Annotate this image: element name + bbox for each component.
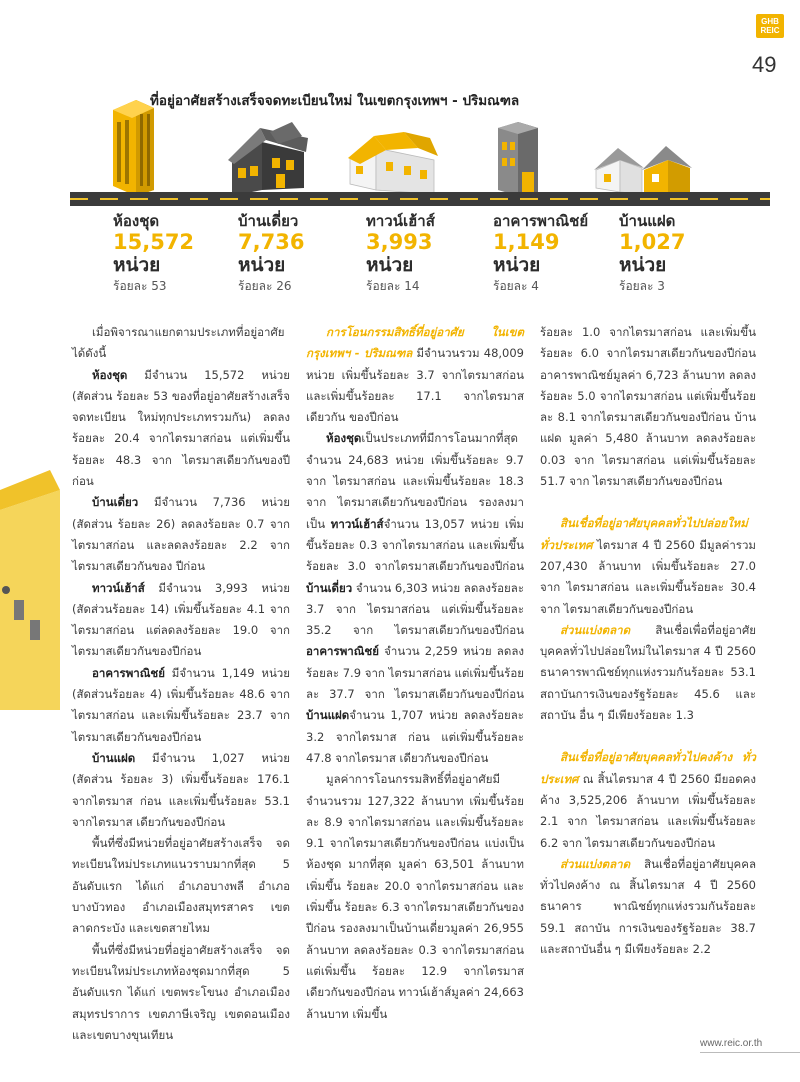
- stat-unit: หน่วย: [113, 254, 161, 276]
- stat-value: 7,736: [238, 230, 305, 254]
- bold-term: อาคารพาณิชย์: [92, 665, 165, 680]
- side-street-illustration: [0, 470, 60, 710]
- paragraph: ห้องชุด มีจำนวน 15,572 หน่วย (สัดส่วน ร้อยละ 53 ของที่อยู่อาศัยสร้างเสร็จจดทะเบียน ใหม่ทุกประเภทรวมกัน) ลดลงร้อยละ 20.4 จากไตรมาสก่อน แต่เพิ่มขึ้นร้อยละ 48.3 จาก ไตรมาสเดียวกันของปีก่อน: [72, 367, 290, 489]
- text-column-1: [72, 322, 290, 1046]
- paragraph: การโอนกรรมสิทธิ์ที่อยู่อาศัย ในเขต กรุงเทพฯ - ปริมณฑล มีจำนวนรวม 48,009 หน่วย เพิ่มขึ้นร้อยละ 3.7 จากไตรมาสก่อน และเพิ่มขึ้นร้อยละ 17.1 จากไตรมาสเดียวกัน ของปีก่อน: [306, 325, 524, 425]
- paragraph: สินเชื่อที่อยู่อาศัยบุคคลทั่วไปคงค้าง ทั่วประเทศ ณ สิ้นไตรมาส 4 ปี 2560 มียอดคงค้าง 3,525,206 ล้านบาท เพิ่มขึ้นร้อยละ 2.1 จาก ไตรมาสก่อน และเพิ่มขึ้นร้อยละ 6.2 จาก ไตรมาสเดียวกันของปีก่อน: [540, 750, 756, 850]
- infographic-title: ที่อยู่อาศัยสร้างเสร็จจดทะเบียนใหม่ ในเขตกรุงเทพฯ - ปริมณฑล: [150, 93, 520, 109]
- paragraph: ทาวน์เฮ้าส์ มีจำนวน 3,993 หน่วย (สัดส่วนร้อยละ 14) เพิ่มขึ้นร้อยละ 4.1 จาก ไตรมาสก่อน แต่ลดลงร้อยละ 19.0 จาก ไตรมาสเดียวกันของปีก่อน: [72, 580, 290, 659]
- stat-value: 3,993: [366, 230, 433, 254]
- stat-name: บ้านเดี่ยว: [238, 212, 299, 230]
- townhouse-icon: [346, 124, 440, 196]
- paragraph: พื้นที่ซึ่งมีหน่วยที่อยู่อาศัยสร้างเสร็จ จดทะเบียนใหม่ประเภทห้องชุดมากที่สุด 5 อันดับแรก ได้แก่ เขตพระโขนง อำเภอเมือง สมุทรปราการ เขตภาษีเจริญ เขตดอนเมือง และเขตบางขุนเทียน: [72, 942, 290, 1042]
- ghb-reic-logo: [756, 14, 784, 38]
- footer-divider: [700, 1052, 800, 1053]
- paragraph: ร้อยละ 1.0 จากไตรมาสก่อน และเพิ่มขึ้น ร้อยละ 6.0 จากไตรมาสเดียวกันของปีก่อน อาคารพาณิชย์มูลค่า 6,723 ล้านบาท ลดลง ร้อยละ 5.0 จากไตรมาสก่อน แต่เพิ่มขึ้นร้อยละ 8.1 จากไตรมาสเดียวกันของปีก่อน บ้านแฝด มูลค่า 5,480 ล้านบาท ลดลงร้อยละ 0.03 จาก ไตรมาสก่อน แต่เพิ่มขึ้นร้อยละ 51.7 จาก ไตรมาสเดียวกันของปีก่อน: [540, 325, 756, 489]
- logo-bottom-text: REIC: [760, 26, 780, 35]
- text-column-2: [306, 322, 524, 1025]
- bold-term: บ้านแฝด: [92, 750, 136, 765]
- highlight-heading: สินเชื่อที่อยู่อาศัยบุคคลทั่วไปคงค้าง ทั่วประเทศ: [540, 750, 756, 786]
- stat-share: ร้อยละ 4: [493, 279, 539, 293]
- highlight-heading: ส่วนแบ่งตลาด: [560, 856, 631, 871]
- paragraph: เมื่อพิจารณาแยกตามประเภทที่อยู่อาศัย ได้ดังนี้: [72, 325, 285, 361]
- highlight-heading: สินเชื่อที่อยู่อาศัยบุคคลทั่วไปปล่อยใหม่ ทั่วประเทศ: [540, 516, 748, 552]
- footer-url: www.reic.or.th: [700, 1038, 763, 1049]
- paragraph: บ้านแฝด มีจำนวน 1,027 หน่วย (สัดส่วน ร้อยละ 3) เพิ่มขึ้นร้อยละ 176.1 จากไตรมาส ก่อน และเพิ่มขึ้นร้อยละ 53.1 จากไตรมาส เดียวกันของปีก่อน: [72, 750, 290, 829]
- paragraph: บ้านเดี่ยว มีจำนวน 7,736 หน่วย (สัดส่วน ร้อยละ 26) ลดลงร้อยละ 0.7 จากไตรมาสก่อน และลดลงร้อยละ 2.2 จากไตรมาสเดียวกันของ ปีก่อน: [72, 495, 290, 574]
- paragraph: อาคารพาณิชย์ มีจำนวน 1,149 หน่วย (สัดส่วนร้อยละ 4) เพิ่มขึ้นร้อยละ 48.6 จาก ไตรมาสก่อน และเพิ่มขึ้นร้อยละ 23.7 จาก ไตรมาสเดียวกันของปีก่อน: [72, 665, 290, 744]
- paragraph: ห้องชุดเป็นประเภทที่มีการโอนมากที่สุด จำนวน 24,683 หน่วย เพิ่มขึ้นร้อยละ 9.7 จาก ไตรมาสก่อน และเพิ่มขึ้นร้อยละ 18.3 จาก ไตรมาสเดียวกันของปีก่อน รองลงมาเป็น ทาวน์เฮ้าส์จำนวน 13,057 หน่วย เพิ่มขึ้นร้อยละ 0.3 จากไตรมาสก่อน และเพิ่มขึ้นร้อยละ 3.0 จากไตรมาสเดียวกันของปีก่อน บ้านเดี่ยว จำนวน 6,303 หน่วย ลดลงร้อยละ 3.7 จาก ไตรมาสก่อน แต่เพิ่มขึ้นร้อยละ 35.2 จาก ไตรมาสเดียวกันของปีก่อน อาคารพาณิชย์ จำนวน 2,259 หน่วย ลดลงร้อยละ 7.9 จาก ไตรมาสก่อน แต่เพิ่มขึ้นร้อยละ 37.7 จาก ไตรมาสเดียวกันของปีก่อน บ้านแฝดจำนวน 1,707 หน่วย ลดลงร้อยละ 3.2 จากไตรมาส ก่อน แต่เพิ่มขึ้นร้อยละ 47.8 จากไตรมาส เดียวกันของปีก่อน: [306, 431, 525, 765]
- stat-name: บ้านแฝด: [619, 212, 676, 230]
- stat-share: ร้อยละ 53: [113, 279, 167, 293]
- stat-twin-house: [619, 212, 739, 295]
- stat-share: ร้อยละ 26: [238, 279, 292, 293]
- stat-name: อาคารพาณิชย์: [493, 212, 589, 230]
- stat-name: ห้องชุด: [113, 212, 160, 230]
- road-timeline: [70, 192, 770, 206]
- condo-building-icon: [108, 98, 158, 196]
- bold-term: ห้องชุด: [92, 367, 128, 382]
- paragraph: สินเชื่อที่อยู่อาศัยบุคคลทั่วไปปล่อยใหม่ ทั่วประเทศ ไตรมาส 4 ปี 2560 มีมูลค่ารวม 207,430 ล้านบาท เพิ่มขึ้นร้อยละ 27.0 จาก ไตรมาสก่อน และเพิ่มขึ้นร้อยละ 30.4 จาก ไตรมาสเดียวกันของปีก่อน: [540, 516, 756, 616]
- stat-unit: หน่วย: [366, 254, 414, 276]
- paragraph: พื้นที่ซึ่งมีหน่วยที่อยู่อาศัยสร้างเสร็จ จดทะเบียนใหม่ประเภทแนวราบมากที่สุด 5 อันดับแรก ได้แก่ อำเภอบางพลี อำเภอ บางบัวทอง อำเภอเมืองสมุทรสาคร เขต ลาดกระบัง และเขตสายไหม: [72, 836, 290, 936]
- page-number: 49: [752, 52, 777, 77]
- paragraph: มูลค่าการโอนกรรมสิทธิ์ที่อยู่อาศัยมี จำนวนรวม 127,322 ล้านบาท เพิ่มขึ้นร้อยละ 8.9 จากไตรมาสก่อน และเพิ่มขึ้นร้อยละ 9.1 จากไตรมาสเดียวกันของปีก่อน แบ่งเป็นห้องชุด มากที่สุด มูลค่า 63,501 ล้านบาท เพิ่มขึ้น ร้อยละ 20.0 จากไตรมาสก่อน และเพิ่มขึ้น ร้อยละ 6.3 จากไตรมาสเดียวกันของปีก่อน รองลงมาเป็นบ้านเดี่ยวมูลค่า 26,955 ล้านบาท ลดลงร้อยละ 0.3 จากไตรมาสก่อน แต่เพิ่มขึ้น ร้อยละ 12.9 จากไตรมาสเดียวกันของปีก่อน ทาวน์เฮ้าส์มูลค่า 24,663 ล้านบาท เพิ่มขึ้น: [306, 772, 524, 1021]
- bold-term: ทาวน์เฮ้าส์: [92, 580, 145, 595]
- stat-condo: [113, 212, 243, 295]
- highlight-heading: ส่วนแบ่งตลาด: [560, 622, 631, 637]
- stat-value: 1,149: [493, 230, 560, 254]
- detached-house-icon: [222, 118, 312, 198]
- stat-value: 1,027: [619, 230, 686, 254]
- highlight-heading: การโอนกรรมสิทธิ์ที่อยู่อาศัย ในเขต กรุงเทพฯ - ปริมณฑล: [306, 325, 524, 361]
- shophouse-icon: [494, 120, 542, 196]
- paragraph: ส่วนแบ่งตลาด สินเชื่อที่อยู่อาศัยบุคคล ทั่วไปคงค้าง ณ สิ้นไตรมาส 4 ปี 2560 ธนาคาร พาณิชย์ทุกแห่งรวมกันร้อยละ 59.1 สถาบัน การเงินของรัฐร้อยละ 38.7 และสถาบันอื่น ๆ มีเพียงร้อยละ 2.2: [540, 856, 756, 957]
- stat-value: 15,572: [113, 230, 195, 254]
- stat-unit: หน่วย: [493, 254, 541, 276]
- paragraph: ส่วนแบ่งตลาด สินเชื่อเพื่อที่อยู่อาศัย บุคคลทั่วไปปล่อยใหม่ในไตรมาส 4 ปี 2560 ธนาคารพาณิชย์ทุกแห่งรวมกันร้อยละ 53.1 สถาบันการเงินของรัฐร้อยละ 45.6 และสถาบัน อื่น ๆ มีเพียงร้อยละ 1.3: [540, 622, 756, 723]
- stat-unit: หน่วย: [619, 254, 667, 276]
- stat-share: ร้อยละ 14: [366, 279, 420, 293]
- stat-name: ทาวน์เฮ้าส์: [366, 212, 435, 230]
- stat-townhouse: [366, 212, 496, 295]
- bold-term: บ้านเดี่ยว: [92, 495, 139, 510]
- logo-top-text: GHB: [761, 17, 779, 26]
- stat-share: ร้อยละ 3: [619, 279, 665, 293]
- text-column-3: [540, 322, 756, 960]
- twin-house-icon: [590, 138, 694, 196]
- stat-shophouse: [493, 212, 623, 295]
- stat-unit: หน่วย: [238, 254, 286, 276]
- stat-detached-house: [238, 212, 368, 295]
